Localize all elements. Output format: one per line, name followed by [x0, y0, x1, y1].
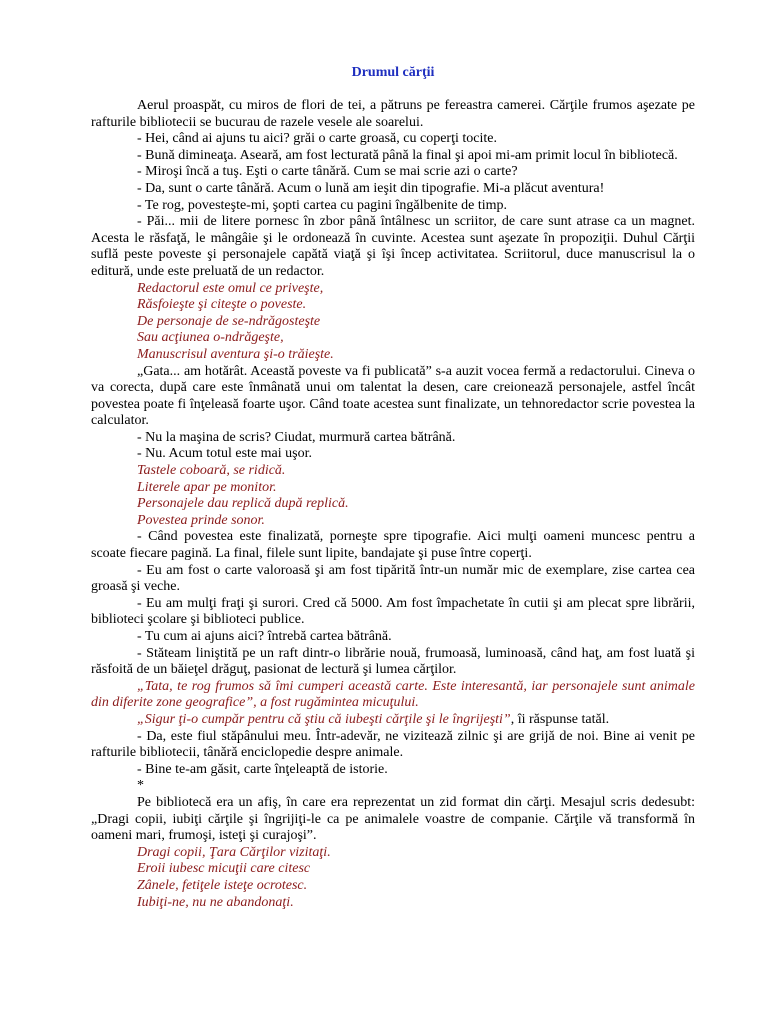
verse-children [91, 845, 695, 911]
verse-line: Dragi copii, Ţara Cărţilor vizitaţi. [137, 844, 331, 860]
paragraph: - Miroşi încă a tuş. Eşti o carte tânără. Cum se mai scrie azi o carte? [137, 164, 518, 180]
verse-line: De personaje de se-ndrăgosteşte [137, 313, 321, 329]
quote-father-italic: „Sigur ţi-o cumpăr pentru că ştiu că iubeşti cărţile şi le îngrijeşti” [137, 711, 511, 727]
verse-redactor [91, 281, 695, 364]
paragraph: - Stăteam liniştită pe un raft dintr-o librărie nouă, frumoasă, luminoasă, când haţ, am fost luată şi răsfoită de un băieţel drăguţ, pasionat de lectură şi lumea cărţilor. [91, 645, 695, 678]
verse-line: Redactorul este omul ce priveşte, [137, 280, 324, 296]
verse-line: Iubiţi-ne, nu ne abandonaţi. [137, 894, 294, 910]
intro-section [91, 98, 695, 281]
paragraph: - Da, este fiul stăpânului meu. Într-adevăr, ne vizitează zilnic şi are grijă de noi. Bine ai venit pe rafturile bibliotecii, tânără enciclopedie despre animale. [91, 728, 695, 761]
paragraph: - Eu am fost o carte valoroasă şi am fost tipărită într-un număr mic de exemplare, zise cartea cea groasă şi veche. [91, 562, 695, 595]
section-separator: * [137, 778, 144, 794]
welcome-section [91, 729, 695, 779]
printing-section [91, 529, 695, 678]
paragraph: - Bine te-am găsit, carte înţeleaptă de istorie. [137, 761, 388, 777]
paragraph: - Hei, când ai ajuns tu aici? grăi o carte groasă, cu coperţi tocite. [137, 131, 497, 147]
page-title: Drumul cărţii [351, 65, 435, 80]
verse-computer [91, 463, 695, 529]
verse-line: Zânele, fetiţele isteţe ocrotesc. [137, 877, 308, 893]
quote-child: „Tata, te rog frumos să îmi cumperi această carte. Este interesantă, iar personajele sunt animale din diferite zone geografice”, a fost rugămintea micuţului. [91, 678, 695, 711]
publishing-section [91, 364, 695, 464]
paragraph: - Nu. Acum totul este mai uşor. [137, 446, 312, 462]
paragraph: „Gata... am hotărât. Această poveste va fi publicată” s-a auzit vocea fermă a redactorului. Cineva o va corecta, după care este înmânată unui om talentat la desen, care creionează personajele, astfel încât povestea poate fi înţeleasă foarte uşor. Când toate acestea sunt finalizate, un tehnoredactor scrie povestea la calculator. [91, 363, 695, 429]
verse-line: Povestea prinde sonor. [137, 512, 265, 528]
paragraph: Aerul proaspăt, cu miros de flori de tei, a pătruns pe fereastra camerei. Cărţile frumos aşezate pe rafturile bibliotecii se bucurau de razele vesele ale soarelui. [91, 98, 695, 130]
verse-line: Eroii iubesc micuţii care citesc [137, 861, 311, 877]
verse-line: Răsfoieşte şi citeşte o poveste. [137, 297, 307, 313]
paragraph: - Nu la maşina de scris? Ciudat, murmură cartea bătrână. [137, 429, 456, 445]
paragraph: - Bună dimineaţa. Aseară, am fost lecturată până la final şi apoi mi-am primit locul în bibliotecă. [137, 147, 678, 163]
verse-line: Manuscrisul aventura şi-o trăieşte. [137, 346, 334, 362]
verse-line: Personajele dau replică după replică. [137, 496, 349, 512]
paragraph: - Când povestea este finalizată, porneşte spre tipografie. Aici mulţi oameni muncesc pentru a scoate fiecare pagină. La final, filele sunt lipite, bandajate şi puse între coperţi. [91, 529, 695, 562]
poster-paragraph: Pe bibliotecă era un afiş, în care era reprezentat un zid format din cărţi. Mesajul scris dedesubt: „Dragi copii, iubiţi cărţile şi îngrijiţi-le ca pe animalele voastre de companie. Cărţile vă transformă în oameni mari, frumoşi, isteţi şi curajoşi”. [91, 794, 695, 844]
paragraph: - Eu am mulţi fraţi şi surori. Cred că 5000. Am fost împachetate în cutii şi am plecat spre librării, biblioteci şcolare şi biblioteci publice. [91, 595, 695, 628]
verse-line: Tastele coboară, se ridică. [137, 463, 286, 479]
paragraph: - Te rog, povesteşte-mi, şopti cartea cu pagini îngălbenite de timp. [137, 197, 508, 213]
quote-father [91, 712, 695, 729]
verse-line: Sau acţiunea o-ndrăgeşte, [137, 330, 284, 346]
paragraph: - Păi... mii de litere pornesc în zbor până întâlnesc un scriitor, de care sunt atrase ca un magnet. Acesta le răsfaţă, le mângâie şi le ordonează în cuvinte. Acestea sunt aşezate în propoziţii. Duhul Cărţii suflă peste poveste şi personajele capătă viaţă şi îşi încep activitatea. Scriitorul, duce manuscrisul la o editură, unde este preluată de un redactor. [91, 214, 695, 279]
verse-line: Literele apar pe monitor. [137, 479, 277, 495]
paragraph: - Da, sunt o carte tânără. Acum o lună am ieşit din tipografie. Mi-a plăcut aventura! [137, 180, 605, 196]
quote-father-rest: , îi răspunse tatăl. [510, 711, 610, 727]
paragraph: - Tu cum ai ajuns aici? întrebă cartea bătrână. [137, 629, 392, 644]
